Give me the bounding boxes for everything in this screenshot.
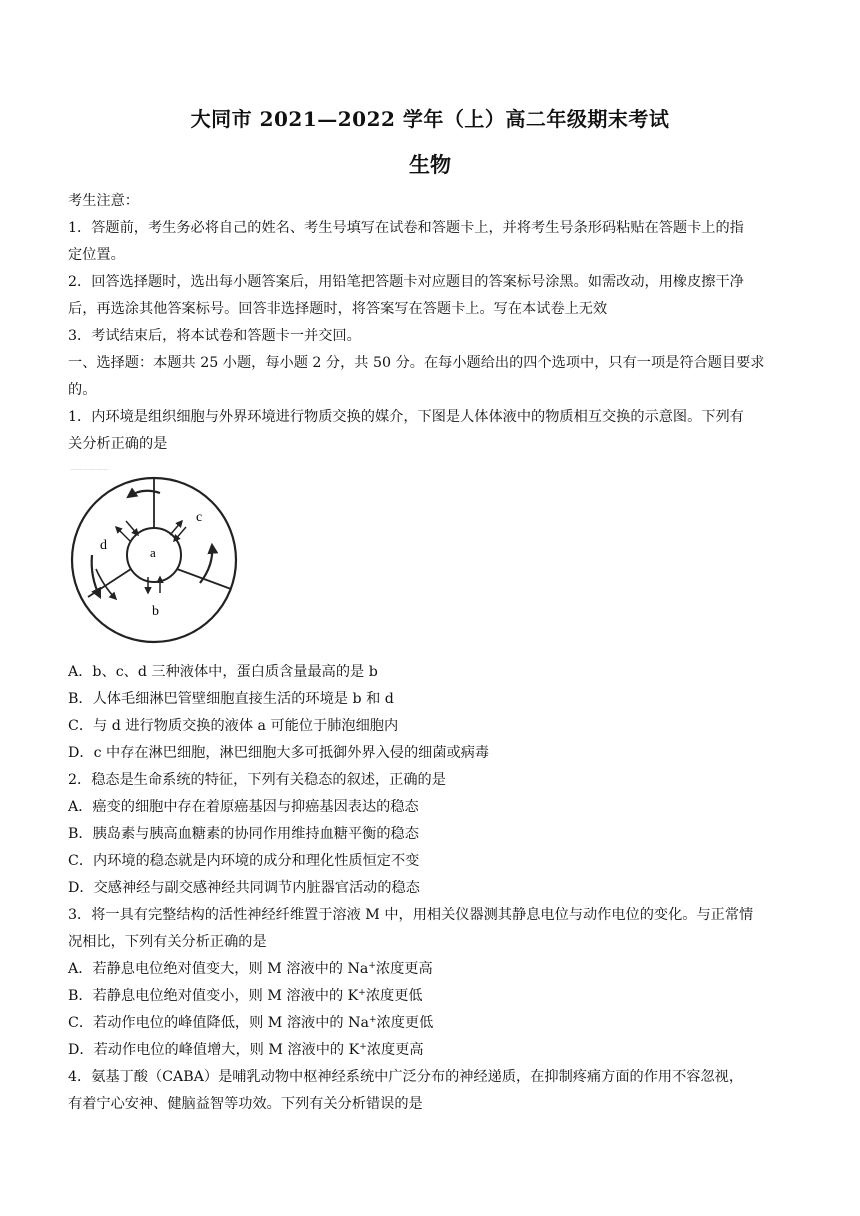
arrow-a-to-d [116, 527, 130, 541]
arrow-d-to-a [126, 521, 138, 535]
ion-charge: + [359, 1042, 367, 1052]
q1-stem-cont: 关分析正确的是 [68, 436, 168, 452]
q3-c-pre: C．若动作电位的峰值降低，则 M 溶液中的 Na [68, 1015, 369, 1031]
q3-option-d [68, 1041, 798, 1059]
q2-option-b: B．胰岛素与胰高血糖素的协同作用维持血糖平衡的稳态 [68, 826, 419, 842]
label-a: a [150, 545, 156, 560]
q3-stem-cont: 况相比，下列有关分析正确的是 [68, 934, 267, 950]
ion-charge: + [358, 988, 366, 998]
q1-option-a: A．b、c、d 三种液体中，蛋白质含量最高的是 b [68, 664, 378, 680]
q3-b-post: 浓度更低 [365, 988, 423, 1004]
q1-option-c: C．与 d 进行物质交换的液体 a 可能位于肺泡细胞内 [68, 718, 399, 734]
label-d: d [100, 538, 107, 553]
q1-option-d: D．c 中存在淋巴细胞，淋巴细胞大多可抵御外界入侵的细菌或病毒 [68, 745, 490, 761]
q1-option-b: B．人体毛细淋巴管壁细胞直接生活的环境是 b 和 d [68, 691, 394, 707]
ion-charge: + [368, 961, 376, 971]
label-c: c [196, 510, 203, 525]
q3-d-post: 浓度更高 [366, 1042, 424, 1058]
arrow-top-curve [128, 491, 160, 497]
q3-a-pre: A．若静息电位绝对值变大，则 M 溶液中的 Na [68, 961, 369, 977]
notice-item-3: 3．考试结束后，将本试卷和答题卡一并交回。 [68, 328, 361, 344]
q4-stem: 4．氨基丁酸（CABA）是哺乳动物中枢神经系统中广泛分布的神经递质，在抑制疼痛方面的作用不容忽视， [68, 1069, 744, 1085]
exam-title: 大同市 2021—2022 学年（上）高二年级期末考试 [190, 107, 670, 131]
notice-heading: 考生注意： [68, 193, 139, 209]
notice-item-1: 1．答题前，考生务必将自己的姓名、考生号填写在试卷和答题卡上，并将考生号条形码粘贴在答题卡上的指 [68, 220, 744, 236]
notice-item-2: 2．回答选择题时，选出每小题答案后，用铅笔把答题卡对应题目的答案标号涂黑。如需改动，用橡皮擦干净 [68, 274, 744, 290]
q3-option-c [68, 1014, 798, 1032]
ion-charge: + [368, 1015, 377, 1025]
q3-c-post: 浓度更低 [376, 1015, 434, 1031]
q3-option-b [68, 987, 798, 1005]
notice-item-2-cont: 后，再选涂其他答案标号。回答非选择题时，将答案写在答题卡上。写在本试卷上无效 [68, 301, 608, 317]
q1-stem: 1．内环境是组织细胞与外界环境进行物质交换的媒介，下图是人体体液中的物质相互交换的示意图。下列有 [68, 409, 744, 425]
q2-option-c: C．内环境的稳态就是内环境的成分和理化性质恒定不变 [68, 853, 420, 869]
q4-stem-cont: 有着宁心安神、健脑益智等功效。下列有关分析错误的是 [68, 1096, 423, 1112]
q3-a-post: 浓度更高 [375, 961, 433, 977]
section-heading-cont: 的。 [68, 382, 97, 398]
subject-title: 生物 [409, 152, 451, 177]
section-heading: 一、选择题：本题共 25 小题，每小题 2 分，共 50 分。在每小题给出的四个选项中，只有一项是符合题目要求 [68, 355, 765, 371]
q2-stem: 2．稳态是生命系统的特征，下列有关稳态的叙述，正确的是 [68, 772, 446, 788]
bleed-mark: ——— [70, 462, 109, 477]
q3-option-a [68, 960, 798, 978]
q3-stem: 3．将一具有完整结构的活性神经纤维置于溶液 M 中，用相关仪器测其静息电位与动作电位的变化。与正常情 [68, 907, 754, 923]
q2-option-a: A．癌变的细胞中存在着原癌基因与抑癌基因表达的稳态 [68, 799, 419, 815]
q3-d-pre: D．若动作电位的峰值增大，则 M 溶液中的 K [68, 1042, 360, 1058]
label-b: b [152, 604, 159, 619]
q3-b-pre: B．若静息电位绝对值变小，则 M 溶液中的 K [68, 988, 359, 1004]
q2-option-d: D．交感神经与副交感神经共同调节内脏器官活动的稳态 [68, 880, 420, 896]
notice-item-1-cont: 定位置。 [68, 247, 125, 263]
body-fluid-diagram [68, 465, 268, 645]
